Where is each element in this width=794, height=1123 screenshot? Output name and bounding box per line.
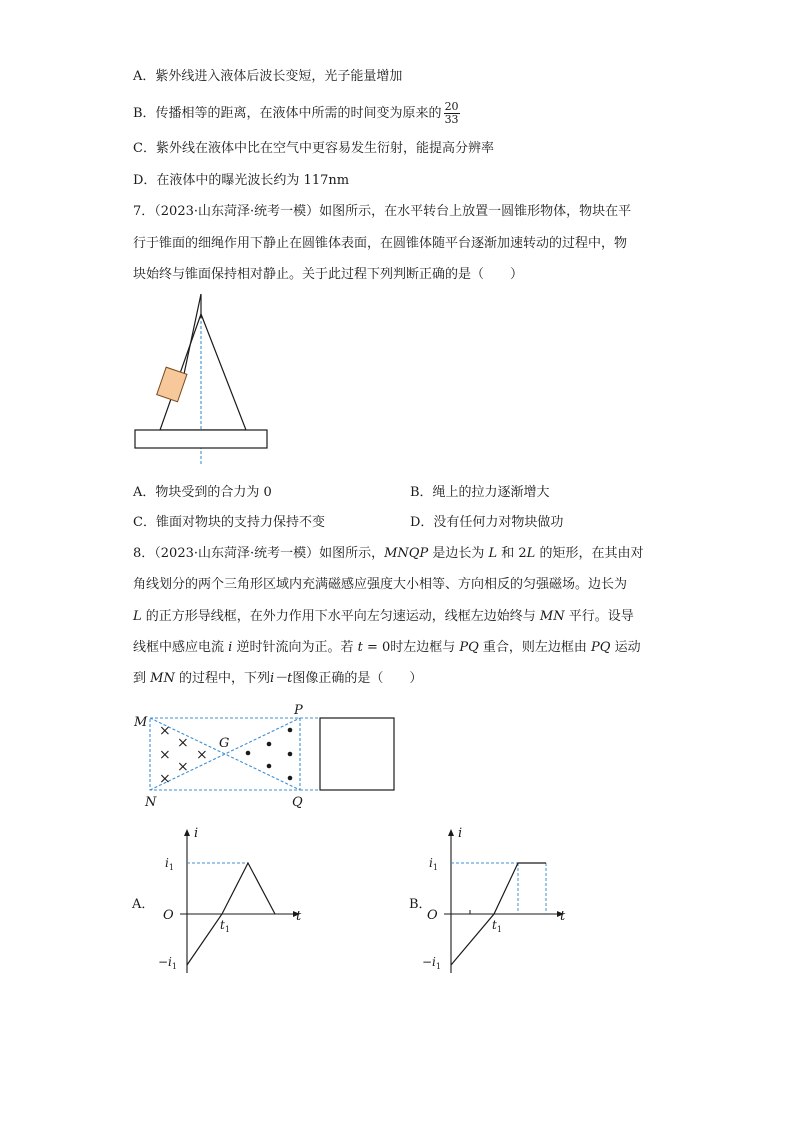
cross-mark: × <box>159 747 171 763</box>
q8-l5-c: 图像正确的是（ ） <box>292 671 423 686</box>
q8-l5-mn: MN <box>150 671 175 686</box>
q8-line-2: 角线划分的两个三角形区域内充满磁感应强度大小相等、方向相反的匀强磁场。边长为 <box>133 577 628 592</box>
graph-a-t1-label: $t_1$ <box>220 918 230 934</box>
q8-l4-b: 逆时针流向为正。若 <box>232 640 358 655</box>
q8-l1-c: 和 2 <box>497 546 527 561</box>
q8-l1-b: 是边长为 <box>428 546 489 561</box>
q8-l4-a: 线框中感应电流 <box>133 640 229 655</box>
label-g: G <box>219 736 230 751</box>
q7-option-b: B．绳上的拉力逐渐增大 <box>410 485 550 500</box>
graph-a-i1-label: $i_1$ <box>165 856 174 872</box>
label-q: Q <box>292 795 303 810</box>
cone-figure <box>130 290 275 470</box>
q8-line-5 <box>133 670 422 688</box>
square-wire-frame <box>320 718 394 790</box>
graph-b-neg-i1-label: $-i_1$ <box>422 955 441 971</box>
fraction-denominator: 33 <box>444 113 459 126</box>
graph-a <box>130 825 310 980</box>
q8-line-4 <box>133 639 641 657</box>
magnetic-field-figure <box>130 700 410 815</box>
q8-L2: L <box>526 546 536 561</box>
label-p: P <box>294 703 303 718</box>
dot-mark <box>246 751 251 756</box>
graph-b <box>407 825 587 980</box>
graph-b-axis-i: i <box>458 826 463 841</box>
q8-L: L <box>488 546 498 561</box>
q7-line-1: 7．（2023·山东菏泽·统考一模）如图所示，在水平转台上放置一圆锥形物体，物块在平 <box>133 204 632 219</box>
q8-l4-pq: PQ <box>459 640 479 655</box>
q7-option-c: C．锥面对物块的支持力保持不变 <box>133 515 325 530</box>
turntable <box>135 430 267 448</box>
cross-mark: × <box>177 759 189 775</box>
graph-a-y-arrow <box>184 829 190 836</box>
cross-mark: × <box>159 723 171 739</box>
graph-a-axis-t: t <box>296 909 302 924</box>
q8-line-3 <box>133 608 634 626</box>
q8-l3-mn: MN <box>539 609 565 624</box>
dot-mark <box>288 752 293 757</box>
q8-l3-rest: 的正方形导线框，在外力作用下水平向左匀速运动，线框左边始终与 <box>141 609 540 624</box>
label-m: M <box>134 715 148 730</box>
graph-a-option-label: A． <box>132 897 155 912</box>
q8-l4-t: t <box>357 640 363 655</box>
q6-option-b-text: B．传播相等的距离，在液体中所需的时间变为原来的 <box>133 106 442 121</box>
q8-l3-end: 平行。设导 <box>564 609 634 624</box>
q6-option-a: A．紫外线进入液体后波长变短，光子能量增加 <box>133 69 403 84</box>
graph-b-t1-label: $t_1$ <box>492 918 502 934</box>
q8-l1-a: 8．（2023·山东菏泽·统考一模）如图所示， <box>133 546 385 561</box>
q7-line-2: 行于锥面的细绳作用下静止在圆锥体表面，在圆锥体随平台逐渐加速转动的过程中，物 <box>133 236 628 251</box>
string <box>184 294 201 374</box>
cross-mark: × <box>196 747 208 763</box>
q8-l4-d: 重合，则左边框由 <box>478 640 592 655</box>
graph-b-option-label: B． <box>409 897 432 912</box>
dot-mark <box>267 764 272 769</box>
q6-option-c: C．紫外线在液体中比在空气中更容易发生衍射，能提高分辨率 <box>133 141 494 156</box>
q8-l4-e: 运动 <box>610 640 641 655</box>
q8-l3-L: L <box>133 609 142 624</box>
graph-b-i1-label: $i_1$ <box>429 856 438 872</box>
cross-mark: × <box>159 771 171 787</box>
q8-l4-c: = 0时左边框与 <box>362 640 460 655</box>
q7-line-3: 块始终与锥面保持相对静止。关于此过程下列判断正确的是（ ） <box>133 267 524 282</box>
graph-a-origin: O <box>163 908 174 923</box>
q8-l4-i: i <box>228 640 233 655</box>
dot-mark <box>288 776 293 781</box>
q6-option-b <box>133 101 460 126</box>
graph-a-axis-i: i <box>194 826 199 841</box>
q8-l4-pq2: PQ <box>591 640 611 655</box>
q8-l1-d: 的矩形，在其由对 <box>535 546 644 561</box>
fraction-20-33 <box>444 101 460 126</box>
dot-mark <box>267 742 272 747</box>
q8-l5-it: i－t <box>269 671 293 686</box>
graph-b-y-arrow <box>448 829 454 836</box>
graph-a-neg-i1-label: $-i_1$ <box>158 955 177 971</box>
q8-mnqp: MNQP <box>384 546 429 561</box>
cross-mark: × <box>177 735 189 751</box>
q8-line-1 <box>133 545 643 563</box>
q7-option-a: A．物块受到的合力为 0 <box>133 485 272 500</box>
q8-l5-b: 的过程中，下列 <box>174 671 270 686</box>
graph-b-axis-t: t <box>560 909 566 924</box>
graph-b-origin: O <box>427 908 438 923</box>
q6-option-d: D．在液体中的曝光波长约为 117nm <box>133 173 350 188</box>
label-n: N <box>145 795 157 810</box>
block <box>157 367 187 402</box>
q7-option-d: D．没有任何力对物块做功 <box>410 515 564 530</box>
dot-mark <box>288 728 293 733</box>
fraction-numerator: 20 <box>444 100 459 113</box>
q8-l5-a: 到 <box>133 671 151 686</box>
